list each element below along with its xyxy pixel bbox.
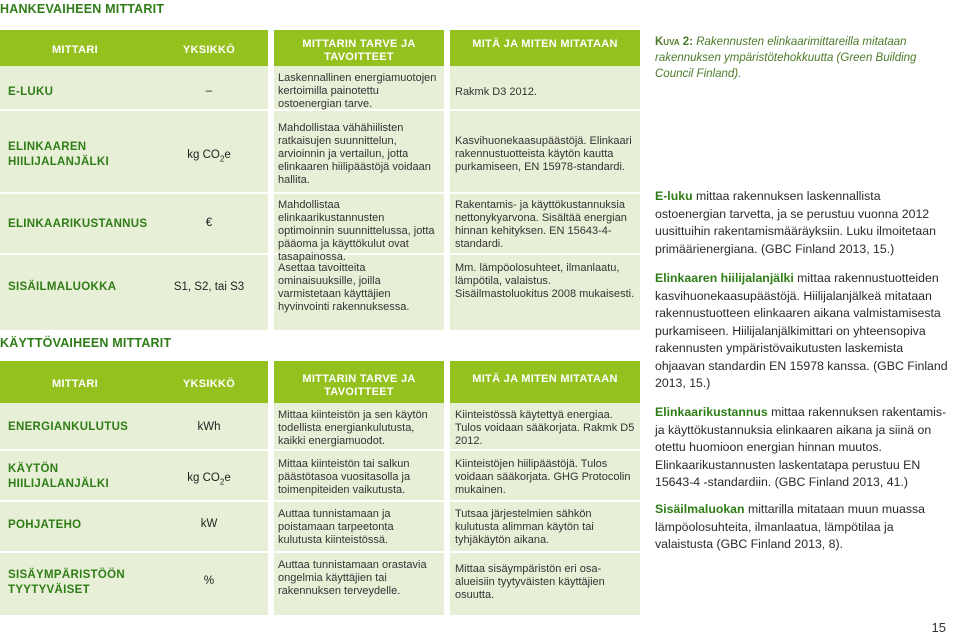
figure-caption: [655, 34, 945, 82]
paragraph-sisailmaluokka: [655, 501, 955, 554]
design-header-tarve: MITTARIN TARVE JA TAVOITTEET: [302, 38, 416, 63]
row-tarve: Auttaa tunnistamaan orastavia ongelmia käyttäjien tai rakennuksen terveydelle.: [278, 559, 427, 597]
row-mita: Kasvihuonekaasupäästöjä. Elinkaari rakennustuotteista käytön kautta purkamiseen, EN 15978-standardi.: [455, 135, 632, 173]
caption-key: Kuva 2:: [655, 36, 694, 48]
use-phase-title: KÄYTTÖVAIHEEN MITTARIT: [0, 336, 172, 350]
use-row-divider: [0, 551, 640, 553]
row-mita: Tutsaa järjestelmien sähkön kulutusta alimman käytön tai tyhjäkäytön aikana.: [455, 508, 594, 546]
design-header-mita: MITÄ JA MITEN MITATAAN: [472, 38, 618, 50]
row-unit: –: [205, 85, 213, 97]
use-header-mita: MITÄ JA MITEN MITATAAN: [472, 373, 618, 385]
row-mita: Rakentamis- ja käyttökustannuksia nettonykyarvona. Sisältää energian hinnan kehityksen. EN 15643-4-standardi.: [455, 199, 627, 250]
paragraph-text: mittaa rakennustuotteiden kasvihuonekaasupäästöjä. Hiilijalanjälkeä mitataan rakennustuotteen elinkaaren aikana valmistamisesta purkamiseen. Hiilijalanjälkimittari on yhteensopiva rakennusten ympäristövaikutusten laskemista ohjaavan standardin EN 15978 kanssa. (GBC Finland 2013, 15.): [655, 271, 948, 390]
paragraph-elinkaarikustannus: [655, 404, 955, 492]
design-header-mittari: MITTARI: [52, 44, 98, 56]
use-row-divider: [0, 449, 640, 451]
row-unit: S1, S2, tai S3: [173, 281, 245, 293]
row-unit: kg $CO_2e$: [187, 149, 231, 164]
use-header-mittari: MITTARI: [52, 378, 98, 390]
row-mita: Kiinteistössä käytettyä energiaa. Tulos voidaan sääkorjata. Rakmk D5 2012.: [455, 409, 635, 447]
use-header-yksikko: YKSIKKÖ: [182, 378, 236, 390]
row-unit: kWh: [197, 421, 221, 433]
row-label-kayton-hiilijalanjalki: KÄYTÖN HIILIJALANJÄLKI: [8, 463, 109, 490]
row-label-elinkaarikustannus: ELINKAARIKUSTANNUS: [8, 218, 148, 230]
use-header-tarve: MITTARIN TARVE JA TAVOITTEET: [302, 373, 416, 398]
row-label-e-luku: E-LUKU: [8, 86, 54, 98]
paragraph-text: mittaa rakennuksen rakentamis- ja käyttökustannuksia elinkaaren aikana ja siinä on otettu huomioon energian hinnan muutos. Elinkaarikustannusten laskentatapa perustuu EN 15643-4 -standardiin. (GBC Finland 2013, 41.): [655, 405, 947, 489]
page-number: 15: [931, 620, 946, 635]
paragraph-e-luku: [655, 188, 955, 258]
use-row-divider: [0, 500, 640, 502]
row-label-energiankulutus: ENERGIANKULUTUS: [8, 421, 129, 433]
row-tarve: Auttaa tunnistamaan ja poistamaan tarpeetonta kulutusta kiinteistössä.: [278, 508, 394, 546]
row-tarve: Mittaa kiinteistön tai salkun päästötasoa vuositasolla ja toimenpiteiden vaikutusta.: [278, 458, 411, 496]
row-unit: %: [203, 575, 215, 587]
row-label-pohjateho: POHJATEHO: [8, 519, 82, 531]
row-unit: €: [205, 217, 213, 229]
row-tarve: Laskennallinen energiamuotojen kertoimilla painotettu ostoenergian tarve.: [278, 72, 437, 110]
row-mita: Rakmk D3 2012.: [455, 86, 537, 98]
caption-text: Rakennusten elinkaarimittareilla mitataan rakennuksen ympäristötehokkuutta (Green Building Council Finland).: [655, 36, 917, 80]
paragraph-term: Elinkaaren hiilijalanjälki: [655, 271, 794, 285]
paragraph-term: Elinkaarikustannus: [655, 405, 768, 419]
row-label-sisailmaluokka: SISÄILMALUOKKA: [8, 281, 117, 293]
row-label-elinkaaren-hiilijalanjalki: ELINKAAREN HIILIJALANJÄLKI: [8, 141, 109, 168]
row-mita: Kiinteistöjen hiilipäästöjä. Tulos voidaan sääkorjata. GHG Protocolin mukainen.: [455, 458, 631, 496]
row-label-sisaymparistoon-tyytyvaiset: SISÄYMPÄRISTÖÖN TYYTYVÄISET: [8, 569, 125, 596]
design-row-divider: [0, 192, 640, 194]
paragraph-term: E-luku: [655, 189, 693, 203]
design-header-yksikko: YKSIKKÖ: [182, 44, 236, 56]
row-tarve: Mittaa kiinteistön ja sen käytön todellista energiankulutusta, kaikki energiamuodot.: [278, 409, 428, 447]
paragraph-term: Sisäilmaluokan: [655, 502, 745, 516]
row-mita: Mm. lämpöolosuhteet, ilmanlaatu, lämpötila, valaistus. Sisäilmastoluokitus 2008 mukaisesti.: [455, 262, 635, 300]
row-unit: kW: [200, 518, 218, 530]
paragraph-text: mittarilla mitataan muun muassa lämpöolosuhteita, ilmanlaatua, lämpötilaa ja valaistusta (GBC Finland 2013, 8).: [655, 502, 925, 551]
row-tarve: Mahdollistaa elinkaarikustannusten optimoinnin suunnittelussa, jotta pääoma ja käyttökulut ovat tasapainossa.: [278, 199, 435, 263]
paragraph-elinkaaren-hiilijalanjalki: [655, 270, 955, 393]
row-tarve: Mahdollistaa vähähiilisten ratkaisujen suunnittelun, arvioinnin ja vertailun, jotta elinkaaren hiilipäästöjä voidaan hallita.: [278, 122, 431, 186]
paragraph-text: mittaa rakennuksen laskennallista ostoenergian tarvetta, ja se perustuu vuonna 2012 uusittuihin rakentamismääräyksiin. Luku ilmoitetaan primäärienergiana. (GBC Finland 2013, 15.): [655, 189, 936, 256]
design-phase-title: HANKEVAIHEEN MITTARIT: [0, 2, 165, 16]
row-tarve: Asettaa tavoitteita ominaisuuksille, joilla varmistetaan käyttäjien hyvinvointi rakennuksessa.: [278, 262, 410, 313]
row-unit: kg $CO_2e$: [187, 472, 231, 487]
row-mita: Mittaa sisäympäristön eri osa-alueisiin tyytyväisten käyttäjien osuutta.: [455, 563, 605, 601]
